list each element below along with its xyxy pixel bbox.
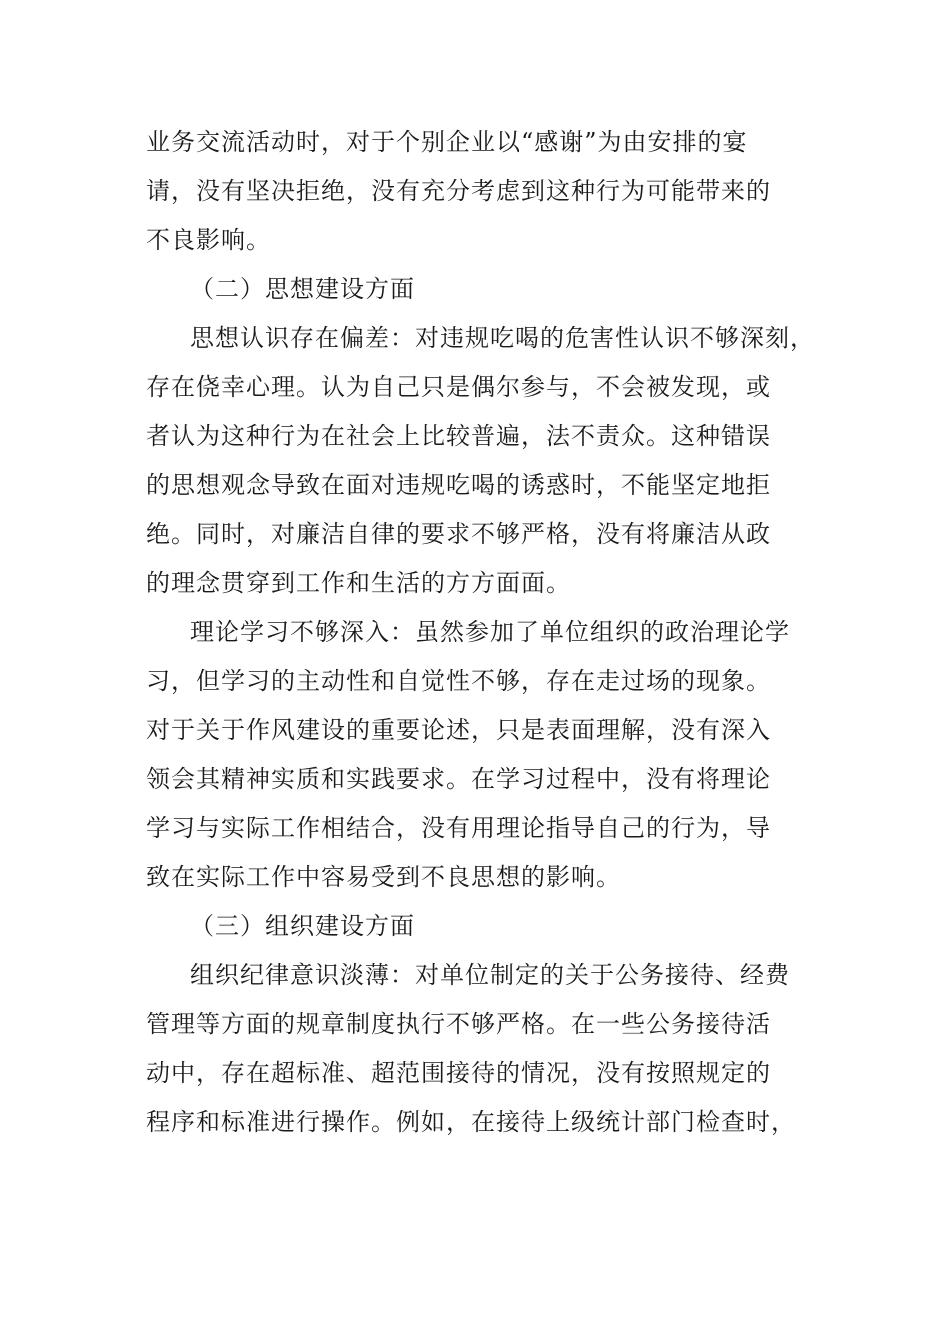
document-body <box>146 118 826 1147</box>
paragraph-line: 领会其精神实质和实践要求。在学习过程中，没有将理论 <box>146 765 771 793</box>
paragraph-line: 思想认识存在偏差：对违规吃喝的危害性认识不够深刻， <box>190 324 815 352</box>
paragraph-line: 绝。同时，对廉洁自律的要求不够严格，没有将廉洁从政 <box>146 520 771 548</box>
section-heading: （三）组织建设方面 <box>190 912 415 940</box>
paragraph-line: 致在实际工作中容易受到不良思想的影响。 <box>146 863 621 891</box>
paragraph-line: 组织纪律意识淡薄：对单位制定的关于公务接待、经费 <box>190 961 790 989</box>
paragraph-line: 存在侥幸心理。认为自己只是偶尔参与，不会被发现，或 <box>146 373 771 401</box>
paragraph-line: 对于关于作风建设的重要论述，只是表面理解，没有深入 <box>146 716 771 744</box>
paragraph-line: 管理等方面的规章制度执行不够严格。在一些公务接待活 <box>146 1010 771 1038</box>
paragraph-line: 程序和标准进行操作。例如，在接待上级统计部门检查时， <box>146 1108 796 1136</box>
paragraph-line: 的理念贯穿到工作和生活的方方面面。 <box>146 569 571 597</box>
paragraph-line: 不良影响。 <box>146 226 271 254</box>
paragraph-line: 的思想观念导致在面对违规吃喝的诱惑时，不能坚定地拒 <box>146 471 771 499</box>
paragraph-line: 学习与实际工作相结合，没有用理论指导自己的行为，导 <box>146 814 771 842</box>
paragraph-line: 者认为这种行为在社会上比较普遍，法不责众。这种错误 <box>146 422 771 450</box>
paragraph-line: 理论学习不够深入：虽然参加了单位组织的政治理论学 <box>190 618 790 646</box>
paragraph-line: 业务交流活动时，对于个别企业以“感谢”为由安排的宴 <box>146 128 748 156</box>
paragraph-line: 动中，存在超标准、超范围接待的情况，没有按照规定的 <box>146 1059 771 1087</box>
paragraph-line: 习，但学习的主动性和自觉性不够，存在走过场的现象。 <box>146 667 771 695</box>
paragraph-line: 请，没有坚决拒绝，没有充分考虑到这种行为可能带来的 <box>146 177 771 205</box>
section-heading: （二）思想建设方面 <box>190 275 415 303</box>
